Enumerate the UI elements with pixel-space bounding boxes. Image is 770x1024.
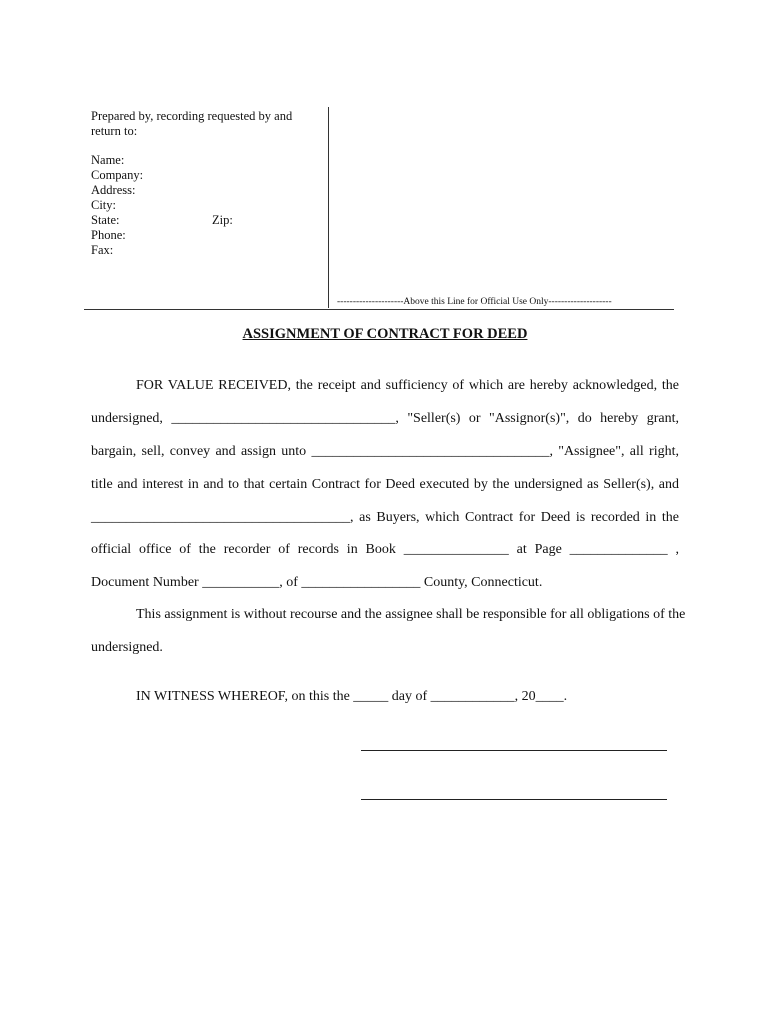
header-vertical-divider <box>328 107 329 308</box>
body-line-6: official office of the recorder of records in Book _______________ at Page ______________ , <box>91 542 679 557</box>
city-label: City: <box>91 198 117 212</box>
witness-line: IN WITNESS WHEREOF, on this the _____ day of ____________, 20____. <box>136 689 568 704</box>
body-line-3: bargain, sell, convey and assign unto __________________________________, "Assignee", all right, <box>91 444 679 459</box>
header-horizontal-rule <box>84 309 674 310</box>
body-line-1: FOR VALUE RECEIVED, the receipt and sufficiency of which are hereby acknowledged, the <box>136 378 679 393</box>
body-line-7: Document Number ___________, of _________________ County, Connecticut. <box>91 575 543 590</box>
prepared-by-line2: return to: <box>91 124 138 138</box>
body-line-4: title and interest in and to that certain Contract for Deed executed by the undersigned as Seller(s), and <box>91 477 679 492</box>
official-use-line: ---------------------Above this Line for Official Use Only-------------------- <box>337 297 612 307</box>
signature-line-2[interactable] <box>361 799 667 800</box>
document-title: ASSIGNMENT OF CONTRACT FOR DEED <box>242 326 528 342</box>
prepared-by-line1: Prepared by, recording requested by and <box>91 109 293 123</box>
zip-label: Zip: <box>212 213 233 227</box>
company-label: Company: <box>91 168 144 182</box>
address-label: Address: <box>91 183 136 197</box>
body-line-2: undersigned, ________________________________, "Seller(s) or "Assignor(s)", do hereby grant, <box>91 411 679 426</box>
body-line-9: undersigned. <box>91 640 163 655</box>
state-label: State: <box>91 213 120 227</box>
phone-label: Phone: <box>91 228 126 242</box>
body-line-8: This assignment is without recourse and the assignee shall be responsible for all obligations of the <box>136 607 686 622</box>
signature-line-1[interactable] <box>361 750 667 751</box>
body-line-5: _____________________________________, as Buyers, which Contract for Deed is recorded in the <box>91 510 679 525</box>
name-label: Name: <box>91 153 125 167</box>
fax-label: Fax: <box>91 243 114 257</box>
